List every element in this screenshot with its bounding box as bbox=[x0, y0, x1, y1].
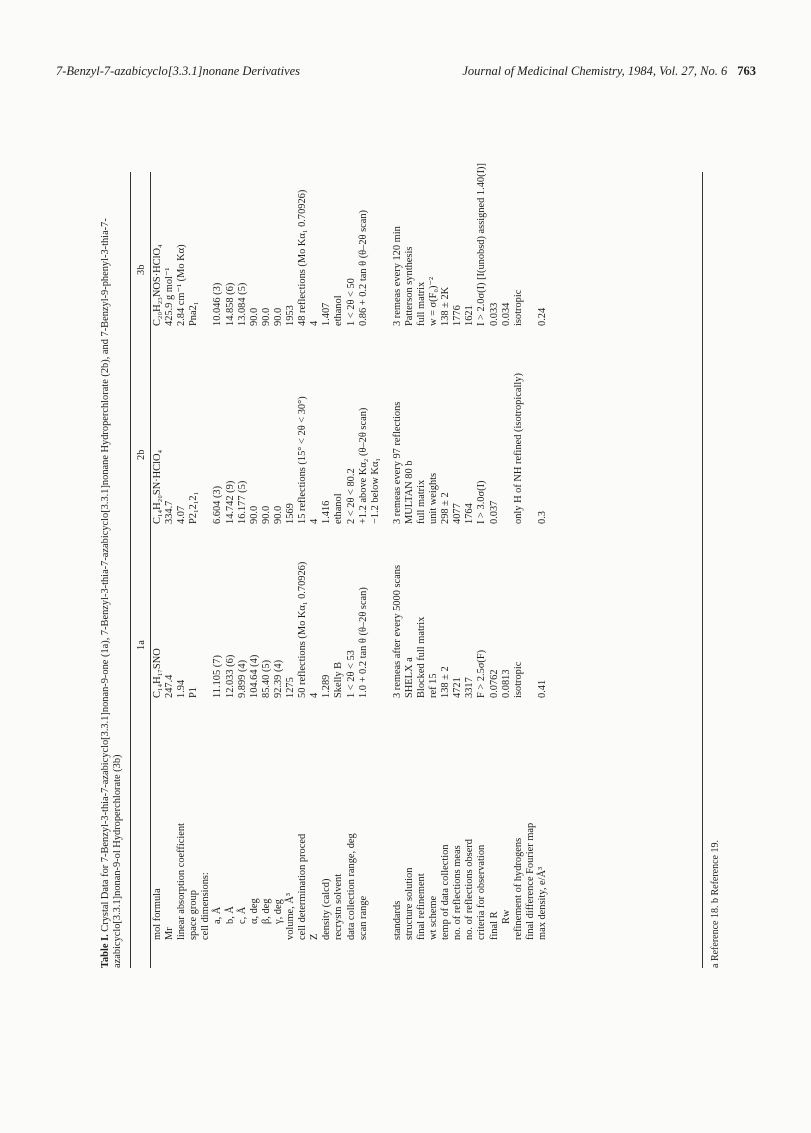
col-header-2b: 2b bbox=[136, 449, 147, 460]
cell-1a: 4 bbox=[309, 692, 321, 698]
cell-1a: 4721 bbox=[452, 677, 464, 698]
cell-1a: 1.289 bbox=[321, 674, 333, 698]
col-header-1a: 1a bbox=[136, 640, 147, 650]
cell-2b bbox=[200, 294, 212, 524]
cell-3b: 1621 bbox=[464, 305, 476, 326]
cell-3b: 0.24 bbox=[536, 307, 548, 326]
cell-1a: 92.39 (4) bbox=[272, 659, 284, 698]
cell-2b: P2₁2₁2₁ bbox=[188, 491, 200, 524]
cell-3b: 48 reflections (Mo Kα₁ 0.70926) bbox=[297, 189, 309, 326]
cell-3b bbox=[525, 126, 537, 326]
row-label: β, deg bbox=[260, 898, 272, 924]
row-label: c, Å bbox=[236, 906, 248, 924]
cell-1a: 85.40 (5) bbox=[260, 659, 272, 698]
cell-2b: unit weights bbox=[428, 472, 440, 524]
cell-3b: full matrix bbox=[415, 281, 427, 326]
cell-3b: 0.034 bbox=[500, 302, 512, 326]
row-label: b, Å bbox=[224, 906, 236, 924]
cell-2b: +1.2 above Kα₂ (θ–2θ scan) bbox=[357, 407, 369, 524]
cell-3b: w = σ(F₀)⁻² bbox=[428, 276, 440, 326]
row-label: Mr bbox=[164, 927, 176, 940]
cell-3b: 425.9 g mol⁻¹ bbox=[164, 267, 176, 326]
page-number: 763 bbox=[737, 64, 756, 78]
cell-1a: 9.899 (4) bbox=[236, 659, 248, 698]
cell-1a: 138 ± 2 bbox=[440, 666, 452, 698]
cell-2b: C₁₄H₂₀SN·HClO₄ bbox=[152, 449, 163, 524]
row-label: structure solution bbox=[403, 867, 415, 940]
cell-3b: 1 < 2θ < 50 bbox=[345, 278, 357, 326]
cell-2b: 2 < 2θ < 80.2 bbox=[345, 468, 357, 524]
cell-3b: 90.0 bbox=[272, 307, 284, 326]
cell-3b: 0.86 + 0.2 tan θ (θ–2θ scan) bbox=[357, 209, 369, 326]
cell-1a: F > 2.5σ(F) bbox=[476, 649, 488, 698]
cell-2b: 15 reflections (15° < 2θ < 30°) bbox=[297, 396, 309, 524]
cell-2b: 16.177 (5) bbox=[236, 480, 248, 524]
cell-1a: 12.033 (6) bbox=[224, 654, 236, 698]
cell-2b: 6.604 (3) bbox=[212, 485, 224, 524]
cell-2b: only H of NH refined (isotropically) bbox=[512, 373, 524, 524]
column-3b bbox=[152, 126, 549, 326]
row-label: no. of reflections obserd bbox=[464, 839, 476, 940]
cell-1a: ref 15 bbox=[428, 673, 440, 698]
row-label: max density, e/Å³ bbox=[536, 866, 548, 940]
table-top-rule bbox=[130, 172, 131, 968]
cell-3b: 2.84 cm⁻¹ (Mo Kα) bbox=[176, 244, 188, 326]
cell-3b: 10.046 (3) bbox=[212, 282, 224, 326]
cell-2b: ethanol bbox=[333, 493, 345, 524]
cell-3b: 13.084 (5) bbox=[236, 282, 248, 326]
cell-3b: Patterson synthesis bbox=[403, 246, 415, 326]
row-label: data collection range, deg bbox=[345, 833, 357, 940]
row-label: scan range bbox=[357, 895, 369, 940]
cell-2b: 1.416 bbox=[321, 500, 333, 524]
table-bottom-rule bbox=[702, 172, 703, 968]
table-title: Crystal Data for 7-Benzyl-3-thia-7-azabicyclo[3.3.1]nonan-9-one (1a), 7-Benzyl-3-thia-7-azabicyclo[3.3.1]nonane Hydroperchlorate (2b), and 7-Benzyl-9-phenyl-3-thia-7-azabicyclo[3.3.1]nonan-9-ol Hydroperchlorate (3b) bbox=[100, 218, 124, 968]
journal-citation bbox=[462, 64, 756, 79]
table-footnote: a Reference 18. b Reference 19. bbox=[710, 840, 721, 968]
cell-3b: 14.858 (6) bbox=[224, 282, 236, 326]
cell-2b: 90.0 bbox=[260, 505, 272, 524]
cell-2b: 0.3 bbox=[536, 511, 548, 524]
cell-3b bbox=[370, 126, 382, 326]
cell-1a: P1 bbox=[188, 687, 200, 698]
row-label: criteria for observation bbox=[476, 844, 488, 940]
cell-1a: 1275 bbox=[285, 677, 297, 698]
journal-name: Journal of Medicinal Chemistry, 1984, Vol. 27, No. 6 bbox=[462, 64, 728, 78]
cell-1a: Skelly B bbox=[333, 661, 345, 698]
row-label: space group bbox=[188, 890, 200, 940]
cell-3b: I > 2.0σ(I) [I(unobsd) assigned 1.40(I)] bbox=[476, 163, 488, 326]
cell-1a: 104.64 (4) bbox=[248, 654, 260, 698]
cell-2b: 4077 bbox=[452, 503, 464, 524]
cell-3b: 0.033 bbox=[488, 302, 500, 326]
row-label: cell dimensions: bbox=[200, 872, 212, 940]
row-label: γ, deg bbox=[272, 899, 284, 924]
cell-3b: 90.0 bbox=[248, 307, 260, 326]
cell-2b: 90.0 bbox=[248, 505, 260, 524]
cell-3b: 1953 bbox=[285, 305, 297, 326]
cell-1a: 0.0813 bbox=[500, 669, 512, 698]
cell-1a: 0.41 bbox=[536, 679, 548, 698]
row-label: linear absorption coefficient bbox=[176, 823, 188, 940]
cell-2b bbox=[525, 294, 537, 524]
cell-3b: 3 remeas every 120 min bbox=[391, 226, 403, 326]
cell-2b: 0.037 bbox=[488, 500, 500, 524]
cell-1a: 11.105 (7) bbox=[212, 655, 224, 698]
cell-1a: 3 remeas after every 5000 scans bbox=[391, 565, 403, 698]
column-2b bbox=[152, 294, 549, 524]
cell-1a: isotropic bbox=[512, 661, 524, 698]
cell-2b bbox=[501, 294, 513, 524]
row-label: final refinement bbox=[415, 873, 427, 940]
cell-3b: Pna2₁ bbox=[188, 301, 200, 326]
page-header bbox=[56, 64, 756, 82]
col-header-3b: 3b bbox=[136, 264, 147, 275]
cell-2b: 4.07 bbox=[176, 505, 188, 524]
row-label: density (calcd) bbox=[321, 878, 333, 940]
row-label: volume, Å³ bbox=[285, 893, 297, 940]
cell-2b: 14.742 (9) bbox=[224, 480, 236, 524]
running-title: 7-Benzyl-7-azabicyclo[3.3.1]nonane Derivatives bbox=[56, 64, 301, 78]
cell-3b: 1776 bbox=[452, 305, 464, 326]
cell-3b: isotropic bbox=[512, 289, 524, 326]
row-label: wt scheme bbox=[428, 895, 440, 940]
cell-1a: 247.4 bbox=[164, 674, 176, 698]
row-label: α, deg bbox=[248, 898, 260, 924]
cell-2b: 90.0 bbox=[272, 505, 284, 524]
cell-1a: 3317 bbox=[464, 677, 476, 698]
cell-3b: 90.0 bbox=[260, 307, 272, 326]
cell-3b bbox=[200, 126, 212, 326]
cell-1a: 1.0 + 0.2 tan θ (θ–2θ scan) bbox=[357, 587, 369, 698]
cell-2b: 298 ± 2 bbox=[440, 492, 452, 524]
cell-3b: C₂₀H₂₃NOS·HClO₄ bbox=[152, 244, 163, 326]
cell-2b: 334.7 bbox=[164, 500, 176, 524]
cell-2b: −1.2 below Kα₁ bbox=[369, 457, 381, 524]
row-label: refinement of hydrogens bbox=[512, 837, 524, 940]
row-label: a, Å bbox=[212, 906, 224, 924]
header-rule bbox=[150, 172, 151, 968]
cell-1a: Blocked full matrix bbox=[415, 616, 427, 698]
cell-1a: 1.94 bbox=[176, 679, 188, 698]
row-label: temp of data collection bbox=[440, 844, 452, 940]
cell-2b: 1569 bbox=[285, 503, 297, 524]
cell-3b: 4 bbox=[309, 320, 321, 326]
table-caption bbox=[100, 172, 124, 968]
row-label: Rw bbox=[500, 909, 512, 924]
cell-1a: 1 < 2θ < 53 bbox=[345, 650, 357, 698]
row-label: recrystn solvent bbox=[333, 873, 345, 940]
row-label: final difference Fourier map bbox=[524, 822, 536, 940]
cell-1a: C₁₄H₁₇SNO bbox=[152, 648, 163, 698]
row-label: cell determination proced bbox=[297, 833, 309, 940]
cell-2b: 1764 bbox=[464, 503, 476, 524]
cell-3b: 1.407 bbox=[321, 302, 333, 326]
cell-2b: 3 remeas every 97 reflections bbox=[391, 401, 403, 524]
cell-3b: ethanol bbox=[333, 295, 345, 326]
cell-2b: I > 3.0σ(I) bbox=[476, 480, 488, 524]
row-label: Z bbox=[309, 933, 321, 940]
cell-2b: full matrix bbox=[415, 479, 427, 524]
row-labels bbox=[152, 710, 549, 940]
table-label: Table I. bbox=[100, 934, 111, 968]
row-label: final R bbox=[488, 911, 500, 940]
cell-1a: SHELX a bbox=[403, 657, 415, 698]
cell-1a: 0.0762 bbox=[488, 669, 500, 698]
row-label: standards bbox=[391, 900, 403, 940]
cell-1a: 50 reflections (Mo Kα₁ 0.70926) bbox=[297, 561, 309, 698]
cell-2b: MULTAN 80 b bbox=[403, 460, 415, 524]
row-label: no. of reflections meas bbox=[452, 845, 464, 940]
cell-2b: 4 bbox=[309, 518, 321, 524]
row-label: mol formula bbox=[152, 888, 163, 940]
cell-3b: 138 ± 2K bbox=[440, 286, 452, 326]
rotated-table bbox=[90, 160, 730, 980]
